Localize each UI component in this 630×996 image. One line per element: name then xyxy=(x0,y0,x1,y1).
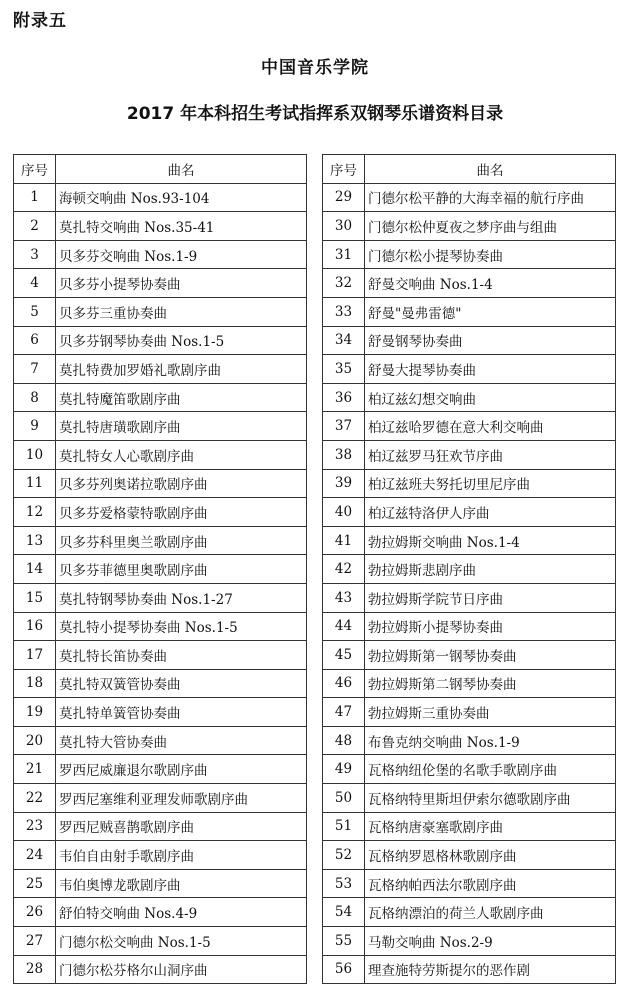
header-title: 曲名 xyxy=(56,155,307,184)
row-number: 4 xyxy=(14,269,56,298)
row-number: 3 xyxy=(14,240,56,269)
row-title: 莫扎特单簧管协奏曲 xyxy=(56,698,307,727)
row-number: 42 xyxy=(323,555,365,584)
table-row xyxy=(323,212,616,241)
table-row xyxy=(323,927,616,956)
row-number: 53 xyxy=(323,869,365,898)
row-title: 莫扎特小提琴协奏曲 Nos.1-5 xyxy=(56,612,307,641)
row-number: 43 xyxy=(323,583,365,612)
row-number: 52 xyxy=(323,841,365,870)
table-row xyxy=(14,841,307,870)
row-number: 9 xyxy=(14,412,56,441)
row-title: 罗西尼威廉退尔歌剧序曲 xyxy=(56,755,307,784)
row-title: 瓦格纳唐豪塞歌剧序曲 xyxy=(365,812,616,841)
row-title: 莫扎特双簧管协奏曲 xyxy=(56,669,307,698)
row-number: 47 xyxy=(323,698,365,727)
table-row xyxy=(323,869,616,898)
row-number: 5 xyxy=(14,297,56,326)
row-number: 31 xyxy=(323,240,365,269)
table-row xyxy=(323,326,616,355)
row-number: 41 xyxy=(323,526,365,555)
row-number: 32 xyxy=(323,269,365,298)
row-title: 贝多芬交响曲 Nos.1-9 xyxy=(56,240,307,269)
table-row xyxy=(323,955,616,984)
row-title: 莫扎特交响曲 Nos.35-41 xyxy=(56,212,307,241)
row-title: 贝多芬钢琴协奏曲 Nos.1-5 xyxy=(56,326,307,355)
row-title: 柏辽兹罗马狂欢节序曲 xyxy=(365,440,616,469)
row-number: 11 xyxy=(14,469,56,498)
table-header-row xyxy=(14,155,307,184)
row-number: 37 xyxy=(323,412,365,441)
header-number: 序号 xyxy=(14,155,56,184)
row-title: 瓦格纳纽伦堡的名歌手歌剧序曲 xyxy=(365,755,616,784)
row-number: 50 xyxy=(323,784,365,813)
row-title: 门德尔松平静的大海幸福的航行序曲 xyxy=(365,183,616,212)
row-number: 14 xyxy=(14,555,56,584)
row-number: 26 xyxy=(14,898,56,927)
row-number: 56 xyxy=(323,955,365,984)
table-row xyxy=(14,669,307,698)
table-row xyxy=(14,583,307,612)
row-title: 瓦格纳罗恩格林歌剧序曲 xyxy=(365,841,616,870)
row-number: 6 xyxy=(14,326,56,355)
table-row xyxy=(14,526,307,555)
row-number: 18 xyxy=(14,669,56,698)
row-title: 贝多芬科里奥兰歌剧序曲 xyxy=(56,526,307,555)
table-row xyxy=(14,698,307,727)
row-title: 勃拉姆斯第一钢琴协奏曲 xyxy=(365,641,616,670)
row-number: 13 xyxy=(14,526,56,555)
table-row xyxy=(323,698,616,727)
table-row xyxy=(323,784,616,813)
table-row xyxy=(14,612,307,641)
row-title: 瓦格纳特里斯坦伊索尔德歌剧序曲 xyxy=(365,784,616,813)
row-number: 17 xyxy=(14,641,56,670)
appendix-label: 附录五 xyxy=(13,11,67,31)
row-number: 7 xyxy=(14,355,56,384)
row-number: 21 xyxy=(14,755,56,784)
table-row xyxy=(14,812,307,841)
table-row xyxy=(323,641,616,670)
row-number: 44 xyxy=(323,612,365,641)
row-title: 门德尔松小提琴协奏曲 xyxy=(365,240,616,269)
table-row xyxy=(14,355,307,384)
row-title: 贝多芬菲德里奥歌剧序曲 xyxy=(56,555,307,584)
row-number: 54 xyxy=(323,898,365,927)
row-number: 39 xyxy=(323,469,365,498)
table-row xyxy=(323,240,616,269)
row-number: 34 xyxy=(323,326,365,355)
header-number: 序号 xyxy=(323,155,365,184)
row-number: 29 xyxy=(323,183,365,212)
row-number: 49 xyxy=(323,755,365,784)
table-row xyxy=(323,555,616,584)
table-row xyxy=(14,469,307,498)
row-number: 27 xyxy=(14,927,56,956)
document-title: 中国音乐学院 xyxy=(261,58,369,78)
table-row xyxy=(323,183,616,212)
row-number: 20 xyxy=(14,726,56,755)
table-row xyxy=(323,355,616,384)
table-row xyxy=(14,240,307,269)
table-row xyxy=(14,927,307,956)
row-number: 51 xyxy=(323,812,365,841)
row-title: 贝多芬爱格蒙特歌剧序曲 xyxy=(56,498,307,527)
row-title: 莫扎特女人心歌剧序曲 xyxy=(56,440,307,469)
table-row xyxy=(14,955,307,984)
document-subtitle: 2017 年本科招生考试指挥系双钢琴乐谱资料目录 xyxy=(126,104,504,124)
row-title: 柏辽兹班夫努托切里尼序曲 xyxy=(365,469,616,498)
row-number: 45 xyxy=(323,641,365,670)
row-number: 28 xyxy=(14,955,56,984)
row-title: 勃拉姆斯悲剧序曲 xyxy=(365,555,616,584)
table-row xyxy=(323,383,616,412)
header-title: 曲名 xyxy=(365,155,616,184)
table-row xyxy=(14,784,307,813)
table-row xyxy=(14,383,307,412)
table-row xyxy=(14,440,307,469)
table-row xyxy=(14,326,307,355)
row-number: 2 xyxy=(14,212,56,241)
row-number: 55 xyxy=(323,927,365,956)
row-title: 柏辽兹幻想交响曲 xyxy=(365,383,616,412)
table-row xyxy=(323,469,616,498)
row-number: 35 xyxy=(323,355,365,384)
row-title: 贝多芬三重协奏曲 xyxy=(56,297,307,326)
row-number: 12 xyxy=(14,498,56,527)
row-title: 贝多芬列奥诺拉歌剧序曲 xyxy=(56,469,307,498)
row-number: 46 xyxy=(323,669,365,698)
row-title: 瓦格纳帕西法尔歌剧序曲 xyxy=(365,869,616,898)
row-title: 门德尔松交响曲 Nos.1-5 xyxy=(56,927,307,956)
table-row xyxy=(14,412,307,441)
table-row xyxy=(14,212,307,241)
table-row xyxy=(323,612,616,641)
row-title: 莫扎特大管协奏曲 xyxy=(56,726,307,755)
table-row xyxy=(14,755,307,784)
row-title: 门德尔松仲夏夜之梦序曲与组曲 xyxy=(365,212,616,241)
row-title: 勃拉姆斯交响曲 Nos.1-4 xyxy=(365,526,616,555)
table-row xyxy=(14,269,307,298)
row-title: 理查施特劳斯提尔的恶作剧 xyxy=(365,955,616,984)
row-title: 贝多芬小提琴协奏曲 xyxy=(56,269,307,298)
row-title: 舒伯特交响曲 Nos.4-9 xyxy=(56,898,307,927)
row-title: 柏辽兹特洛伊人序曲 xyxy=(365,498,616,527)
row-number: 38 xyxy=(323,440,365,469)
row-title: 莫扎特钢琴协奏曲 Nos.1-27 xyxy=(56,583,307,612)
table-row xyxy=(323,498,616,527)
score-list-table-right xyxy=(322,154,616,984)
row-title: 莫扎特费加罗婚礼歌剧序曲 xyxy=(56,355,307,384)
row-title: 门德尔松芬格尔山洞序曲 xyxy=(56,955,307,984)
row-title: 韦伯奥博龙歌剧序曲 xyxy=(56,869,307,898)
row-title: 莫扎特魔笛歌剧序曲 xyxy=(56,383,307,412)
table-row xyxy=(323,269,616,298)
table-row xyxy=(323,297,616,326)
table-row xyxy=(323,726,616,755)
table-row xyxy=(323,440,616,469)
row-number: 48 xyxy=(323,726,365,755)
table-row xyxy=(323,669,616,698)
row-number: 19 xyxy=(14,698,56,727)
table-row xyxy=(323,898,616,927)
table-row xyxy=(323,526,616,555)
table-row xyxy=(14,297,307,326)
table-row xyxy=(323,412,616,441)
row-title: 舒曼钢琴协奏曲 xyxy=(365,326,616,355)
row-number: 30 xyxy=(323,212,365,241)
table-row xyxy=(14,555,307,584)
row-number: 16 xyxy=(14,612,56,641)
row-title: 勃拉姆斯学院节日序曲 xyxy=(365,583,616,612)
table-row xyxy=(14,869,307,898)
table-row xyxy=(323,755,616,784)
row-title: 布鲁克纳交响曲 Nos.1-9 xyxy=(365,726,616,755)
table-row xyxy=(323,812,616,841)
row-number: 15 xyxy=(14,583,56,612)
table-header-row xyxy=(323,155,616,184)
row-number: 24 xyxy=(14,841,56,870)
row-number: 22 xyxy=(14,784,56,813)
row-title: 马勒交响曲 Nos.2-9 xyxy=(365,927,616,956)
row-number: 36 xyxy=(323,383,365,412)
row-number: 23 xyxy=(14,812,56,841)
row-title: 舒曼"曼弗雷德" xyxy=(365,297,616,326)
row-title: 罗西尼塞维利亚理发师歌剧序曲 xyxy=(56,784,307,813)
row-title: 舒曼大提琴协奏曲 xyxy=(365,355,616,384)
row-title: 舒曼交响曲 Nos.1-4 xyxy=(365,269,616,298)
table-row xyxy=(14,183,307,212)
table-row xyxy=(14,726,307,755)
table-row xyxy=(323,841,616,870)
row-number: 8 xyxy=(14,383,56,412)
row-number: 1 xyxy=(14,183,56,212)
row-title: 韦伯自由射手歌剧序曲 xyxy=(56,841,307,870)
table-row xyxy=(14,898,307,927)
row-number: 10 xyxy=(14,440,56,469)
row-number: 33 xyxy=(323,297,365,326)
row-title: 勃拉姆斯三重协奏曲 xyxy=(365,698,616,727)
row-title: 罗西尼贼喜鹊歌剧序曲 xyxy=(56,812,307,841)
row-title: 瓦格纳漂泊的荷兰人歌剧序曲 xyxy=(365,898,616,927)
row-title: 莫扎特长笛协奏曲 xyxy=(56,641,307,670)
row-number: 25 xyxy=(14,869,56,898)
score-list-table-left xyxy=(13,154,307,984)
row-title: 勃拉姆斯小提琴协奏曲 xyxy=(365,612,616,641)
row-number: 40 xyxy=(323,498,365,527)
table-row xyxy=(323,583,616,612)
row-title: 莫扎特唐璜歌剧序曲 xyxy=(56,412,307,441)
table-row xyxy=(14,641,307,670)
table-row xyxy=(14,498,307,527)
row-title: 勃拉姆斯第二钢琴协奏曲 xyxy=(365,669,616,698)
row-title: 柏辽兹哈罗德在意大利交响曲 xyxy=(365,412,616,441)
row-title: 海顿交响曲 Nos.93-104 xyxy=(56,183,307,212)
